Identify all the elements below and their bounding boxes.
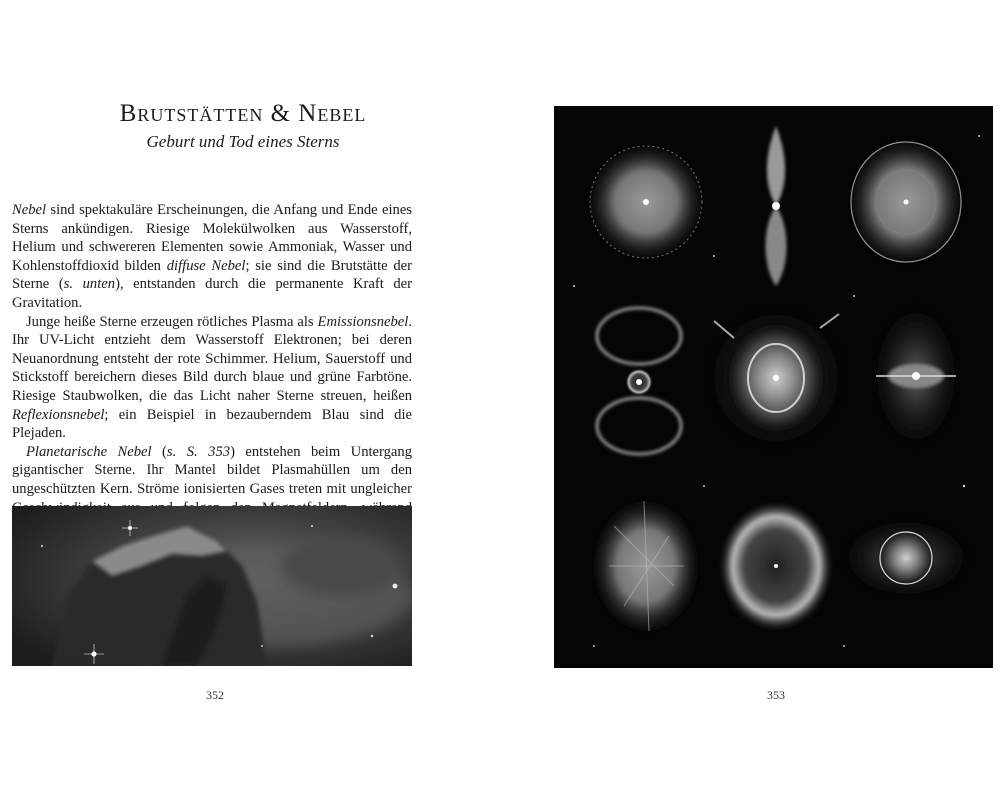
text-run: ; sie sind die Brutstätte der Sterne ( <box>12 257 413 293</box>
text-run: . Ihr UV-Licht entzieht dem Wasserstoff Elektronen; bei deren Neuanordnung entsteht der rote Schimmer. Helium, Sauerstoff und Stickstoff bereichern dieses Bild durch blaue und grüne Farbtöne. Riesige Staubwolken, die das Licht naher Sterne streuen, heißen <box>12 313 412 404</box>
chapter-subtitle: Geburt und Tod eines Sterns <box>146 132 340 151</box>
page-number-left: 352 <box>206 688 224 702</box>
paragraph-nebel <box>12 201 412 313</box>
paragraph-emissionsnebel <box>12 313 412 443</box>
text-run: ; ein Beispiel in bezauberndem Blau sind die Plejaden. <box>12 406 412 442</box>
emphasis-term: Planetarische Nebel <box>26 443 152 460</box>
emphasis-term: diffuse Nebel <box>166 257 246 274</box>
planetary-nebulae-plate <box>554 106 993 668</box>
emphasis-term: Reflexionsnebel <box>12 406 105 423</box>
emphasis-term: Nebel <box>12 202 47 218</box>
text-run: sind spektakuläre Erscheinungen, die Anfang und Ende eines Sterns ankündigen. Riesige Molekülwolken aus Wasserstoff, Helium und schwereren Elementen sowie Ammoniak, Wasser und Kohlenstoffdioxid bilden <box>12 202 412 274</box>
text-run: Junge heiße Sterne erzeugen rötliches Plasma als <box>26 313 318 330</box>
nebula-photo-art <box>12 506 412 666</box>
emphasis-term: s. S. 353 <box>166 443 231 460</box>
page-number-right: 353 <box>767 688 785 702</box>
nebula-photo <box>12 506 412 666</box>
nebulae-grid-art <box>554 106 993 668</box>
chapter-title: Brutstätten & Nebel <box>119 100 367 127</box>
text-run: ), entstanden durch die permanente Kraft der Gravitation. <box>12 276 413 311</box>
text-run: ) entstehen beim Untergang gigantischer Sterne. Ihr Mantel bildet Plasmahüllen um den ungeschützten Kern. Ströme ionisierten Gases treten mit ungleicher <box>12 443 412 497</box>
body-text <box>12 201 412 554</box>
text-run: ( <box>151 443 167 460</box>
emphasis-term: Emissionsnebel <box>317 313 409 330</box>
emphasis-term: s. unten <box>63 276 116 293</box>
